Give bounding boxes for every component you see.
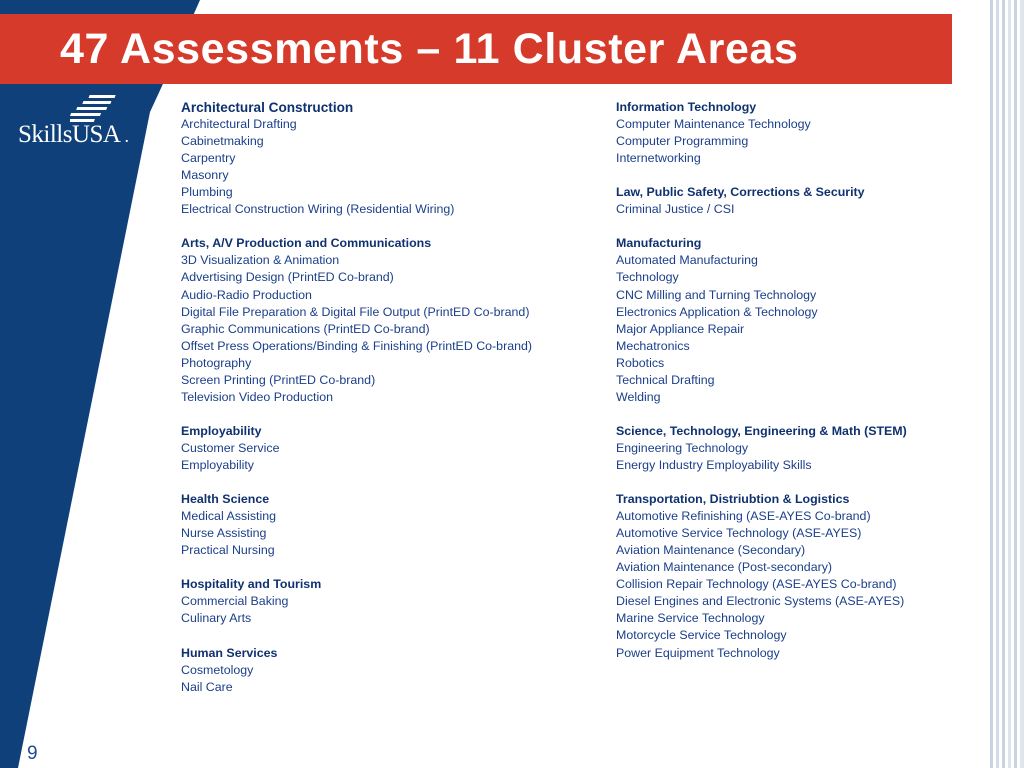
cluster-block: [181, 423, 601, 474]
left-cluster-column: [181, 99, 601, 713]
assessment-item: Power Equipment Technology: [616, 645, 780, 660]
assessment-item: Criminal Justice / CSI: [616, 202, 735, 217]
assessment-item: Medical Assisting: [181, 509, 277, 524]
assessment-item: Screen Printing (PrintED Co-brand): [181, 372, 376, 387]
assessment-item: Graphic Communications (PrintED Co-brand): [181, 321, 430, 336]
assessment-item: Major Appliance Repair: [616, 321, 745, 336]
assessment-item: Photography: [181, 355, 252, 370]
assessment-item: Advertising Design (PrintED Co-brand): [181, 270, 394, 285]
assessment-item: Welding: [616, 389, 661, 404]
cluster-block: [181, 235, 601, 405]
cluster-heading: Science, Technology, Engineering & Math (STEM): [616, 423, 907, 438]
assessment-item: Automotive Refinishing (ASE-AYES Co-brand): [616, 509, 871, 524]
assessment-item: Technology: [616, 270, 679, 285]
assessment-item: Masonry: [181, 168, 229, 183]
assessment-item: Electrical Construction Wiring (Residential Wiring): [181, 202, 455, 217]
logo-text: SkillsUSA: [18, 121, 121, 148]
right-cluster-column: [616, 99, 1016, 679]
assessment-item: Computer Programming: [616, 134, 749, 149]
assessment-item: Culinary Arts: [181, 611, 252, 626]
cluster-heading: Information Technology: [616, 100, 757, 114]
cluster-heading: Law, Public Safety, Corrections & Security: [616, 185, 865, 200]
assessment-item: Aviation Maintenance (Post-secondary): [616, 560, 833, 575]
assessment-item: Technical Drafting: [616, 372, 715, 387]
assessment-item: Aviation Maintenance (Secondary): [616, 543, 806, 558]
cluster-block: [181, 576, 601, 627]
assessment-item: Commercial Baking: [181, 594, 289, 609]
slide-title: 47 Assessments – 11 Cluster Areas: [60, 24, 799, 73]
assessment-item: Robotics: [616, 355, 665, 370]
assessment-item: Audio-Radio Production: [181, 287, 312, 302]
assessment-item: Mechatronics: [616, 338, 690, 353]
cluster-block: [616, 491, 1016, 661]
cluster-block: [616, 423, 1016, 474]
cluster-heading: Human Services: [181, 645, 278, 660]
assessment-item: Automotive Service Technology (ASE-AYES): [616, 526, 862, 541]
assessment-item: Television Video Production: [181, 389, 333, 404]
assessment-item: Cabinetmaking: [181, 134, 264, 149]
cluster-heading: Health Science: [181, 492, 270, 507]
assessment-item: Internetworking: [616, 151, 701, 166]
assessment-item: Motorcycle Service Technology: [616, 628, 787, 643]
assessment-item: Diesel Engines and Electronic Systems (ASE-AYES): [616, 594, 905, 609]
cluster-block: [616, 184, 1016, 218]
logo-mark: .: [124, 126, 129, 146]
cluster-block: [616, 99, 1016, 167]
page-number: 9: [27, 743, 38, 764]
assessment-item: 3D Visualization & Animation: [181, 253, 340, 268]
title-area: [60, 14, 952, 84]
assessment-item: Cosmetology: [181, 662, 254, 677]
cluster-heading: Transportation, Distriubtion & Logistics: [616, 492, 850, 507]
assessment-item: Employability: [181, 457, 254, 472]
assessment-item: Digital File Preparation & Digital File Output (PrintED Co-brand): [181, 304, 530, 319]
assessment-item: Engineering Technology: [616, 440, 749, 455]
assessment-item: Automated Manufacturing: [616, 253, 758, 268]
logo-wordmark: [18, 121, 128, 149]
assessment-item: Energy Industry Employability Skills: [616, 457, 812, 472]
assessment-item: Collision Repair Technology (ASE-AYES Co-brand): [616, 577, 897, 592]
cluster-heading: Manufacturing: [616, 236, 702, 251]
assessment-item: Plumbing: [181, 185, 233, 200]
cluster-heading: Hospitality and Tourism: [181, 577, 322, 592]
assessment-item: Nurse Assisting: [181, 526, 267, 541]
assessment-item: Offset Press Operations/Binding & Finishing (PrintED Co-brand): [181, 338, 532, 353]
cluster-block: [616, 235, 1016, 405]
cluster-heading: Arts, A/V Production and Communications: [181, 236, 432, 251]
assessment-item: Architectural Drafting: [181, 117, 297, 132]
cluster-heading: Architectural Construction: [181, 100, 354, 115]
cluster-block: [181, 99, 601, 218]
cluster-block: [181, 491, 601, 559]
assessment-item: Nail Care: [181, 679, 233, 694]
assessment-item: CNC Milling and Turning Technology: [616, 287, 817, 302]
assessment-item: Marine Service Technology: [616, 611, 765, 626]
assessment-item: Electronics Application & Technology: [616, 304, 818, 319]
assessment-item: Customer Service: [181, 440, 280, 455]
cluster-heading: Employability: [181, 423, 262, 438]
skillsusa-logo: [18, 94, 138, 152]
assessment-item: Carpentry: [181, 151, 236, 166]
skillsusa-flag-icon: [70, 94, 118, 124]
assessment-item: Practical Nursing: [181, 543, 275, 558]
assessment-item: Computer Maintenance Technology: [616, 117, 811, 132]
cluster-block: [181, 645, 601, 696]
